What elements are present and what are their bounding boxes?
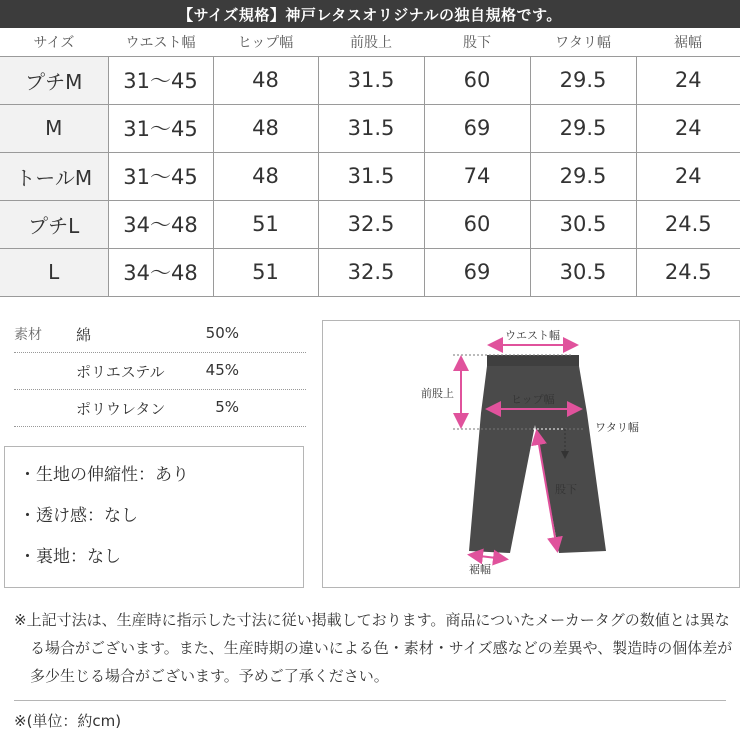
measurement-cell: 69	[424, 248, 530, 296]
materials-section	[14, 316, 306, 427]
measurement-cell: 31.5	[318, 152, 424, 200]
material-row	[14, 390, 306, 427]
disclaimer-notes	[14, 606, 734, 690]
measurement-cell: 69	[424, 104, 530, 152]
measurement-cell: 32.5	[318, 200, 424, 248]
size-label-cell: トールM	[0, 152, 108, 200]
measurement-cell: 31.5	[318, 104, 424, 152]
page-title: 【サイズ規格】神戸レタスオリジナルの独自規格です。	[0, 0, 740, 28]
pants-waistband	[487, 355, 579, 366]
material-percent: 5%	[215, 398, 239, 416]
measurement-cell: 31〜45	[108, 104, 213, 152]
table-row	[0, 248, 740, 296]
material-percent: 45%	[205, 361, 239, 379]
column-header: 前股上	[318, 28, 424, 56]
measurement-cell: 24	[636, 152, 740, 200]
label-rise: 前股上	[421, 387, 454, 400]
column-header: サイズ	[0, 28, 108, 56]
measurement-cell: 51	[213, 200, 318, 248]
measurement-cell: 31〜45	[108, 152, 213, 200]
measurement-cell: 24.5	[636, 248, 740, 296]
size-label-cell: プチM	[0, 56, 108, 104]
measurement-cell: 31.5	[318, 56, 424, 104]
size-label-cell: プチL	[0, 200, 108, 248]
measurement-cell: 29.5	[530, 104, 636, 152]
property-sheerness: ・透け感：なし	[19, 506, 138, 526]
measurement-cell: 74	[424, 152, 530, 200]
measurement-cell: 31〜45	[108, 56, 213, 104]
measurement-cell: 29.5	[530, 152, 636, 200]
table-row	[0, 152, 740, 200]
measurement-cell: 32.5	[318, 248, 424, 296]
divider	[14, 700, 726, 701]
measurement-cell: 48	[213, 56, 318, 104]
table-row	[0, 104, 740, 152]
measurement-cell: 60	[424, 56, 530, 104]
material-name: ポリエステル	[76, 363, 165, 381]
table-body	[0, 56, 740, 296]
pants-silhouette	[469, 355, 606, 553]
measurement-cell: 30.5	[530, 248, 636, 296]
column-header: ワタリ幅	[530, 28, 636, 56]
size-table	[0, 28, 740, 297]
measurement-diagram	[322, 320, 740, 588]
table-row	[0, 56, 740, 104]
measurement-cell: 24	[636, 56, 740, 104]
measurement-cell: 51	[213, 248, 318, 296]
property-lining: ・裏地：なし	[19, 547, 121, 567]
measurement-cell: 48	[213, 152, 318, 200]
size-label-cell: M	[0, 104, 108, 152]
label-hip: ヒップ幅	[511, 393, 555, 406]
measurement-cell: 34〜48	[108, 248, 213, 296]
label-waist: ウエスト幅	[505, 329, 560, 342]
column-header: ウエスト幅	[108, 28, 213, 56]
material-row	[14, 353, 306, 390]
label-inseam: 股下	[555, 483, 577, 496]
measurement-cell: 60	[424, 200, 530, 248]
material-row	[14, 316, 306, 353]
column-header: 股下	[424, 28, 530, 56]
column-header: ヒップ幅	[213, 28, 318, 56]
hem-arrow	[471, 555, 505, 559]
table-header-row	[0, 28, 740, 56]
material-name: ポリウレタン	[76, 400, 166, 418]
measurement-cell: 24.5	[636, 200, 740, 248]
measurement-cell: 30.5	[530, 200, 636, 248]
column-header: 裾幅	[636, 28, 740, 56]
size-label-cell: L	[0, 248, 108, 296]
measurement-cell: 29.5	[530, 56, 636, 104]
material-name: 綿	[76, 326, 92, 344]
measurement-cell: 24	[636, 104, 740, 152]
measurement-cell: 48	[213, 104, 318, 152]
fabric-properties-box	[4, 446, 304, 588]
label-thigh: ワタリ幅	[595, 421, 639, 434]
table-row	[0, 200, 740, 248]
pants-diagram	[323, 321, 739, 587]
label-hem: 裾幅	[469, 563, 491, 576]
property-stretch: ・生地の伸縮性：あり	[19, 465, 189, 485]
materials-heading: 素材	[14, 327, 42, 343]
unit-note: ※(単位：約cm)	[14, 712, 122, 730]
measurement-cell: 34〜48	[108, 200, 213, 248]
material-percent: 50%	[205, 324, 239, 342]
disclaimer-text: ※上記寸法は、生産時に指示した寸法に従い掲載しております。商品についたメーカータグの数値とは異なる場合がございます。また、生産時期の違いによる色・素材・サイズ感などの差異や、製造時の個体差が多少生じる場合がございます。予めご了承ください。	[14, 611, 733, 685]
